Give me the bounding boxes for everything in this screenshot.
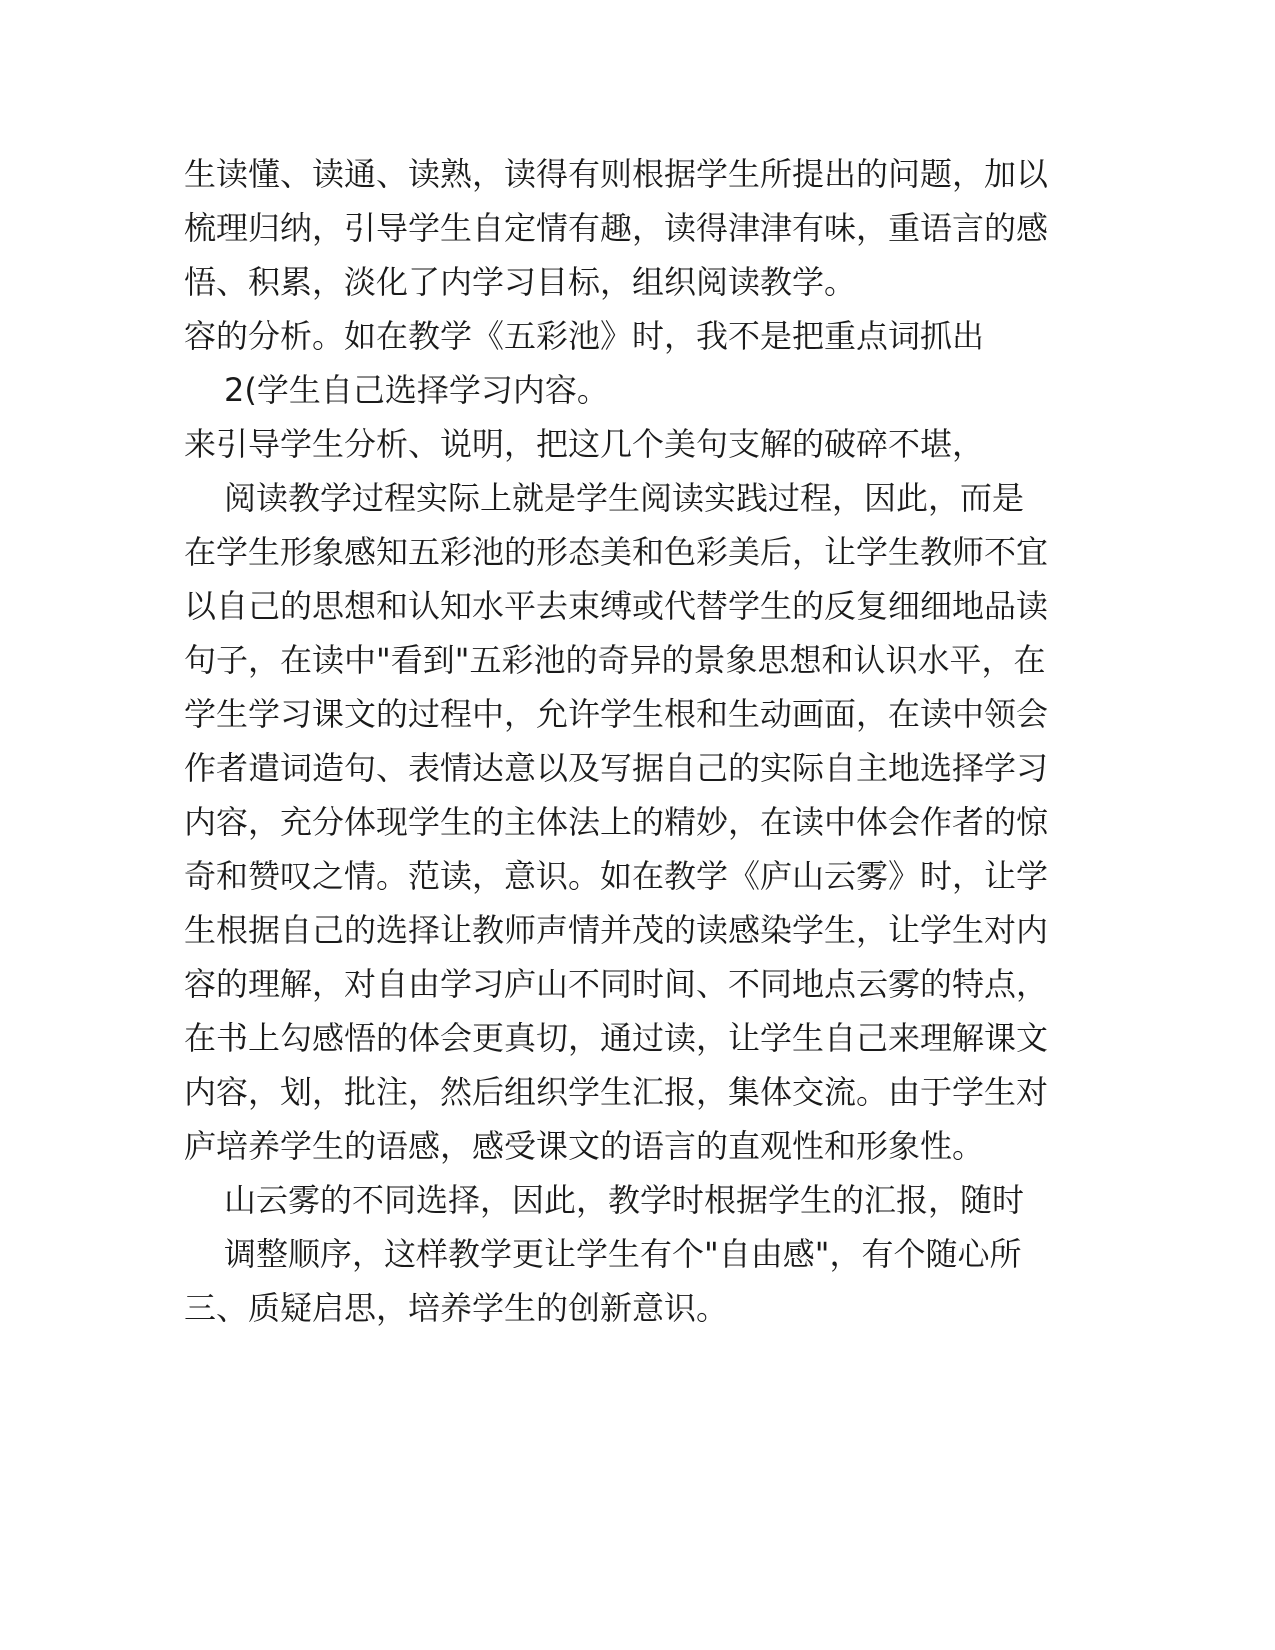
text-line: 以自己的思想和认知水平去束缚或代替学生的反复细细地品读 [184, 587, 1049, 625]
text-line: 生读懂、读通、读熟，读得有则根据学生所提出的问题，加以 [184, 155, 1049, 193]
text-line: 2(学生自己选择学习内容。 [224, 371, 609, 409]
text-line: 山云雾的不同选择，因此，教学时根据学生的汇报，随时 [224, 1181, 1025, 1219]
text-line: 来引导学生分析、说明，把这几个美句支解的破碎不堪， [184, 425, 985, 463]
text-line: 在学生形象感知五彩池的形态美和色彩美后，让学生教师不宜 [184, 533, 1049, 571]
text-line: 调整顺序，这样教学更让学生有个"自由感"，有个随心所 [224, 1235, 1022, 1273]
text-line: 容的分析。如在教学《五彩池》时，我不是把重点词抓出 [184, 317, 985, 355]
text-line: 生根据自己的选择让教师声情并茂的读感染学生，让学生对内 [184, 911, 1049, 949]
text-line: 容的理解，对自由学习庐山不同时间、不同地点云雾的特点， [184, 965, 1049, 1003]
text-line: 庐培养学生的语感，感受课文的语言的直观性和形象性。 [184, 1127, 985, 1165]
text-line: 学生学习课文的过程中，允许学生根和生动画面，在读中领会 [184, 695, 1049, 733]
text-line: 内容，充分体现学生的主体法上的精妙，在读中体会作者的惊 [184, 803, 1049, 841]
text-line: 悟、积累，淡化了内学习目标，组织阅读教学。 [184, 263, 857, 301]
text-line: 内容，划，批注，然后组织学生汇报，集体交流。由于学生对 [184, 1073, 1049, 1111]
text-line: 作者遣词造句、表情达意以及写据自己的实际自主地选择学习 [184, 749, 1049, 787]
text-line: 奇和赞叹之情。范读，意识。如在教学《庐山云雾》时，让学 [184, 857, 1049, 895]
text-line: 阅读教学过程实际上就是学生阅读实践过程，因此，而是 [224, 479, 1025, 517]
text-line: 句子，在读中"看到"五彩池的奇异的景象思想和认识水平，在 [184, 641, 1046, 679]
text-line: 三、质疑启思，培养学生的创新意识。 [184, 1289, 729, 1327]
text-line: 梳理归纳，引导学生自定情有趣，读得津津有味，重语言的感 [184, 209, 1049, 247]
text-line: 在书上勾感悟的体会更真切，通过读，让学生自己来理解课文 [184, 1019, 1049, 1057]
